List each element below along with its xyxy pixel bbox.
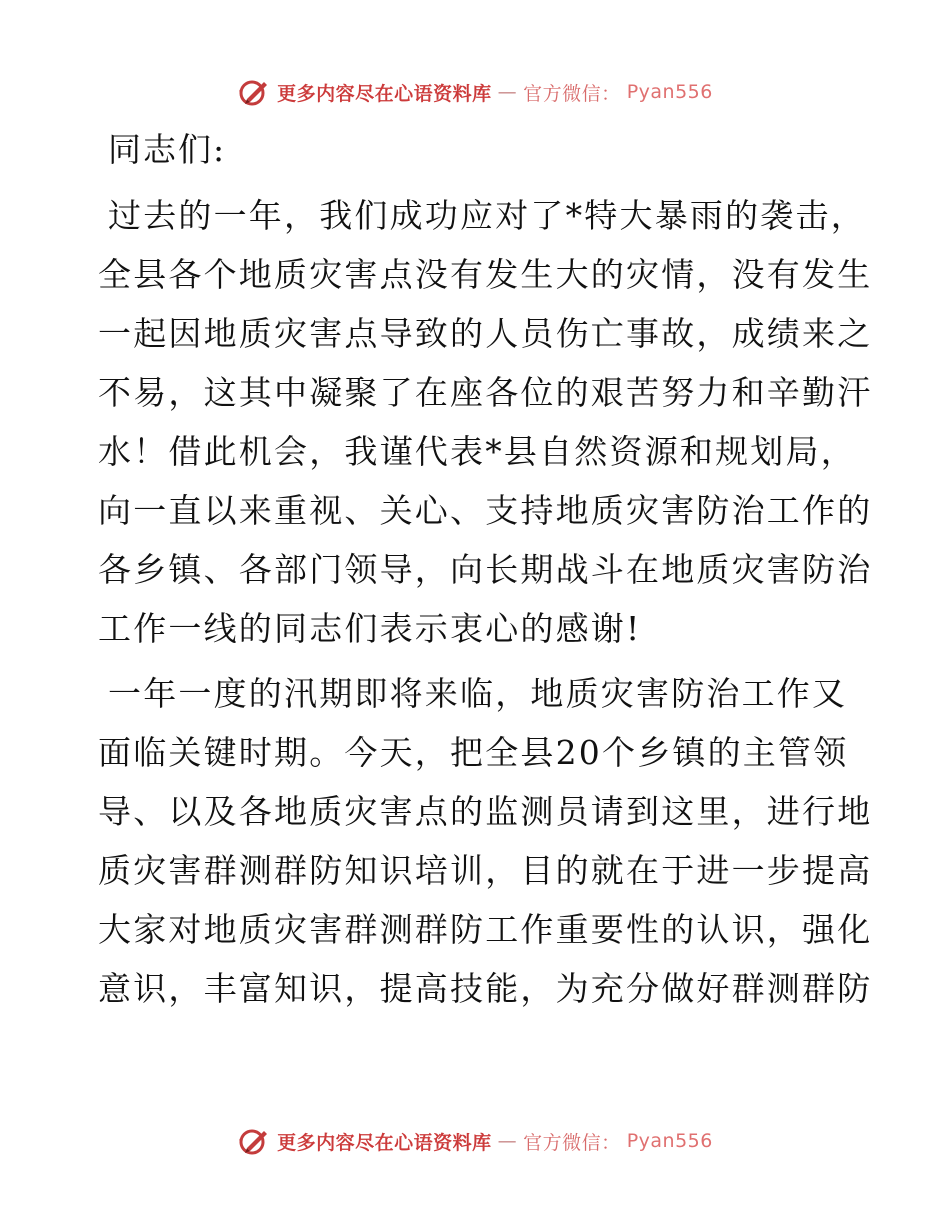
watermark-wechat-label: 官方微信： (523, 82, 621, 105)
watermark-wechat-id: Pyan556 (626, 81, 713, 103)
watermark-wechat-id: Pyan556 (626, 1130, 713, 1152)
document-body (98, 120, 873, 1018)
watermark-title: 更多内容尽在心语资料库 (277, 82, 492, 105)
header-watermark (0, 72, 950, 112)
paragraph-line: 导、以及各地质灾害点的监测员请到这里，进行地 (98, 792, 873, 831)
pen-logo-icon (237, 77, 271, 107)
watermark-wechat-label: 官方微信： (523, 1131, 621, 1154)
paragraph-line: 大家对地质灾害群测群防工作重要性的认识，强化 (98, 910, 873, 949)
paragraph-line: 不易，这其中凝聚了在座各位的艰苦努力和辛勤汗 (98, 373, 873, 412)
paragraph-2 (98, 664, 873, 1018)
paragraph-line: 过去的一年，我们成功应对了*特大暴雨的袭击， (108, 196, 866, 235)
paragraph-line: 质灾害群测群防知识培训，目的就在于进一步提高 (98, 851, 873, 890)
paragraph-1 (98, 186, 873, 658)
watermark-separator: — (497, 1130, 518, 1152)
paragraph-line: 全县各个地质灾害点没有发生大的灾情，没有发生 (98, 255, 873, 294)
pen-logo-icon (237, 1126, 271, 1156)
paragraph-line: 水！借此机会，我谨代表*县自然资源和规划局， (98, 432, 856, 471)
paragraph-line: 各乡镇、各部门领导，向长期战斗在地质灾害防治 (98, 550, 873, 589)
paragraph-line: 向一直以来重视、关心、支持地质灾害防治工作的 (98, 491, 873, 530)
paragraph-line: 工作一线的同志们表示衷心的感谢! (98, 609, 642, 648)
paragraph-line: 一起因地质灾害点导致的人员伤亡事故，成绩来之 (98, 314, 873, 353)
footer-watermark (0, 1121, 950, 1161)
paragraph-line: 一年一度的汛期即将来临，地质灾害防治工作又 (108, 674, 848, 713)
watermark-separator: — (497, 81, 518, 103)
paragraph-line: 面临关键时期。今天，把全县20个乡镇的主管领 (98, 733, 849, 772)
salutation: 同志们: (108, 130, 227, 169)
watermark-title: 更多内容尽在心语资料库 (277, 1131, 492, 1154)
paragraph-line: 意识，丰富知识，提高技能，为充分做好群测群防 (98, 969, 873, 1008)
